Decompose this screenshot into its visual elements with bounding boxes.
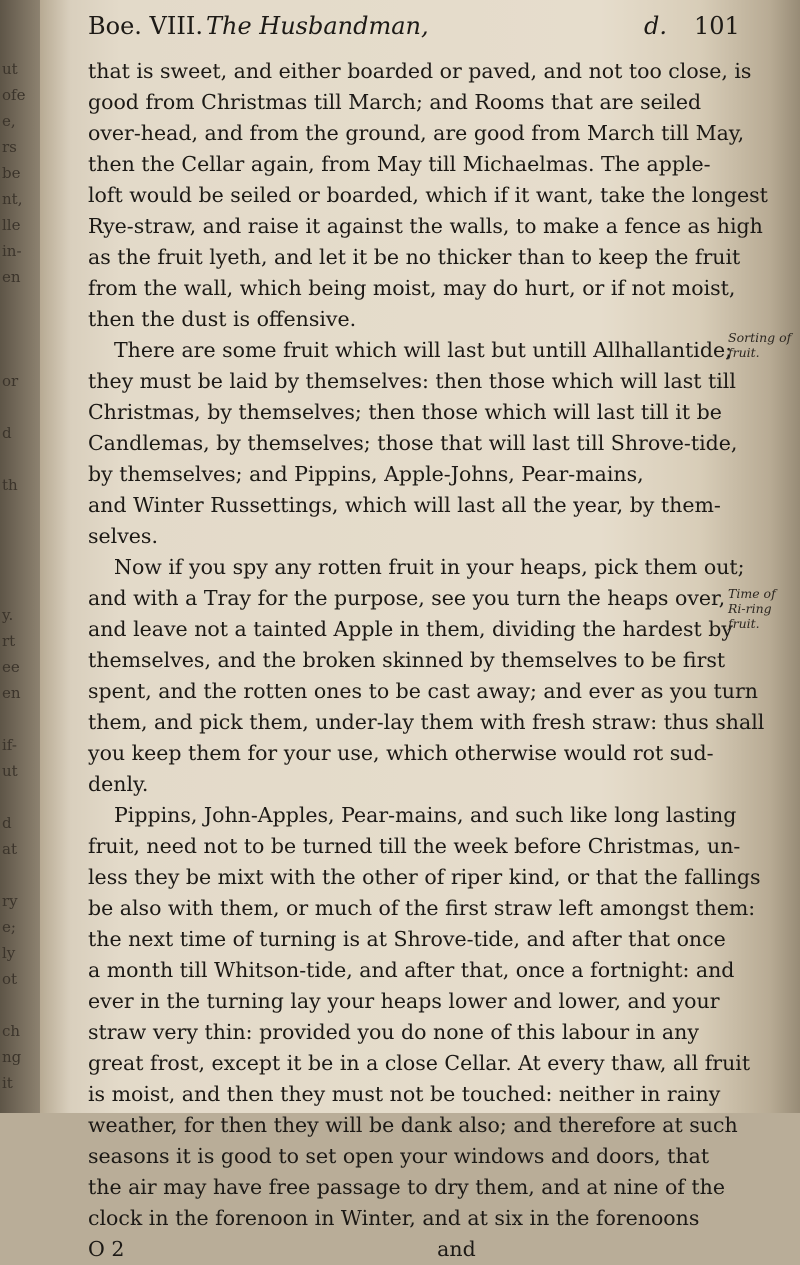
- margin-fragment: ee: [2, 658, 20, 676]
- text-line: Candlemas, by themselves; those that will last till Shrove-tide,: [88, 431, 738, 455]
- text-line: as the fruit lyeth, and let it be no thicker than to keep the fruit: [88, 245, 741, 269]
- text-line: loft would be seiled or boarded, which if it want, take the longest: [88, 183, 768, 207]
- margin-fragment: ng: [2, 1048, 22, 1066]
- text-line: themselves, and the broken skinned by themselves to be first: [88, 648, 726, 672]
- margin-fragment: [2, 862, 38, 888]
- text-line: good from Christmas till March; and Rooms that are seiled: [88, 90, 702, 114]
- side-note-sorting: Sorting of fruit.: [728, 330, 792, 360]
- margin-fragment: be: [2, 164, 21, 182]
- margin-fragment: d: [2, 424, 12, 442]
- signature-mark: d.: [644, 12, 667, 40]
- margin-fragment: [2, 316, 38, 342]
- text-line: a month till Whitson-tide, and after that, once a fortnight: and: [88, 958, 735, 982]
- margin-fragment: [2, 576, 38, 602]
- text-line: you keep them for your use, which otherwise would rot sud-: [88, 741, 714, 765]
- margin-fragment: or: [2, 372, 19, 390]
- margin-fragment: if-: [2, 736, 17, 754]
- margin-fragment: en: [2, 268, 21, 286]
- text-line: Now if you spy any rotten fruit in your heaps, pick them out;: [114, 555, 745, 579]
- text-line: from the wall, which being moist, may do hurt, or if not moist,: [88, 276, 736, 300]
- running-title: The Husbandman,: [206, 12, 429, 40]
- margin-fragment: ot: [2, 970, 18, 988]
- text-line: denly.: [88, 772, 149, 796]
- margin-fragment: e,: [2, 112, 16, 130]
- text-line: the next time of turning is at Shrove-tide, and after that once: [88, 927, 726, 951]
- margin-fragment: ut: [2, 762, 18, 780]
- text-line: and with a Tray for the purpose, see you turn the heaps over,: [88, 586, 726, 610]
- text-line: by themselves; and Pippins, Apple-Johns, Pear-mains,: [88, 462, 644, 486]
- margin-fragment: lle: [2, 216, 21, 234]
- book-chapter: Boe. VIII.: [88, 12, 203, 40]
- text-line: spent, and the rotten ones to be cast away; and ever as you turn: [88, 679, 758, 703]
- margin-fragment: [2, 992, 38, 1018]
- text-line: straw very thin: provided you do none of this labour in any: [88, 1020, 699, 1044]
- text-line: be also with them, or much of the first straw left amongst them:: [88, 896, 756, 920]
- margin-fragment: e;: [2, 918, 16, 936]
- text-line: is moist, and then they must not be touched: neither in rainy: [88, 1082, 721, 1106]
- margin-fragment: [2, 290, 38, 316]
- text-line: Pippins, John-Apples, Pear-mains, and such like long lasting: [114, 803, 737, 827]
- text-line: less they be mixt with the other of riper kind, or that the fallings: [88, 865, 761, 889]
- running-header: [88, 8, 748, 44]
- margin-fragment: rt: [2, 632, 16, 650]
- text-line: then the Cellar again, from May till Michaelmas. The apple-: [88, 152, 711, 176]
- text-line: ever in the turning lay your heaps lower and lower, and your: [88, 989, 720, 1013]
- text-line: that is sweet, and either boarded or paved, and not too close, is: [88, 59, 752, 83]
- margin-fragment: it: [2, 1074, 13, 1092]
- margin-fragment: ly: [2, 944, 16, 962]
- text-line: Christmas, by themselves; then those which will last till it be: [88, 400, 722, 424]
- margin-fragment: en: [2, 684, 21, 702]
- page-number: 101: [694, 12, 740, 40]
- text-line: then the dust is offensive.: [88, 307, 357, 331]
- text-line: seasons it is good to set open your windows and doors, that: [88, 1144, 710, 1168]
- margin-fragment: ofe: [2, 86, 26, 104]
- text-line: clock in the forenoon in Winter, and at six in the forenoons: [88, 1206, 700, 1230]
- text-line: selves.: [88, 524, 158, 548]
- text-line: fruit, need not to be turned till the week before Christmas, un-: [88, 834, 741, 858]
- text-line: There are some fruit which will last but untill Allhallantide;: [114, 338, 733, 362]
- text-line: they must be laid by themselves: then those which will last till: [88, 369, 736, 393]
- margin-fragment: [2, 550, 38, 576]
- margin-fragment: [2, 342, 38, 368]
- margin-fragment: ry: [2, 892, 18, 910]
- margin-fragment: [2, 498, 38, 524]
- margin-fragment: at: [2, 840, 17, 858]
- margin-fragment: [2, 446, 38, 472]
- side-note-time-of-fruit: Time of Ri-ring fruit.: [728, 586, 776, 631]
- text-line: the air may have free passage to dry them, and at nine of the: [88, 1175, 725, 1199]
- margin-fragment: rs: [2, 138, 17, 156]
- margin-fragment: y.: [2, 606, 14, 624]
- margin-fragment: nt,: [2, 190, 23, 208]
- text-line: Rye-straw, and raise it against the walls, to make a fence as high: [88, 214, 763, 238]
- margin-fragment: d: [2, 814, 12, 832]
- text-line: great frost, except it be in a close Cellar. At every thaw, all fruit: [88, 1051, 751, 1075]
- margin-fragment: ch: [2, 1022, 21, 1040]
- text-line: over-head, and from the ground, are good from March till May,: [88, 121, 745, 145]
- text-line: O 2 and: [88, 1237, 476, 1261]
- text-line: and leave not a tainted Apple in them, dividing the hardest by: [88, 617, 733, 641]
- text-line: weather, for then they will be dank also; and therefore at such: [88, 1113, 738, 1137]
- margin-fragment: in-: [2, 242, 22, 260]
- margin-fragment: ut: [2, 60, 18, 78]
- margin-fragment: [2, 524, 38, 550]
- margin-fragment: th: [2, 476, 18, 494]
- margin-fragment: [2, 706, 38, 732]
- margin-fragment: [2, 784, 38, 810]
- text-line: and Winter Russettings, which will last all the year, by them-: [88, 493, 721, 517]
- margin-fragment: [2, 394, 38, 420]
- text-line: them, and pick them, under-lay them with fresh straw: thus shall: [88, 710, 765, 734]
